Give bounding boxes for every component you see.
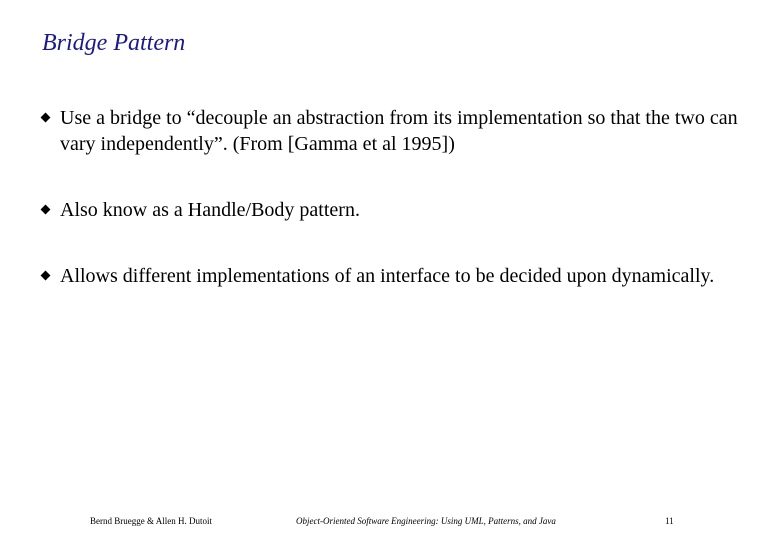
diamond-bullet-icon [41,205,51,215]
bullet-item [40,263,740,289]
bullet-text: Use a bridge to “decouple an abstraction from its implementation so that the two can vary independently”. (From [Gamma et al 1995]) [60,107,738,155]
footer-authors: Bernd Bruegge & Allen H. Dutoit [90,516,212,526]
diamond-bullet-icon [41,271,51,281]
diamond-bullet-icon [41,113,51,123]
bullet-list [40,105,740,289]
bullet-text: Allows different implementations of an interface to be decided upon dynamically. [60,265,715,287]
footer-book-title: Object-Oriented Software Engineering: Using UML, Patterns, and Java [296,516,556,526]
bullet-item [40,197,740,223]
bullet-text: Also know as a Handle/Body pattern. [60,199,360,221]
slide-title: Bridge Pattern [42,30,186,56]
bullet-item [40,105,740,157]
footer-page-number: 11 [665,516,674,526]
